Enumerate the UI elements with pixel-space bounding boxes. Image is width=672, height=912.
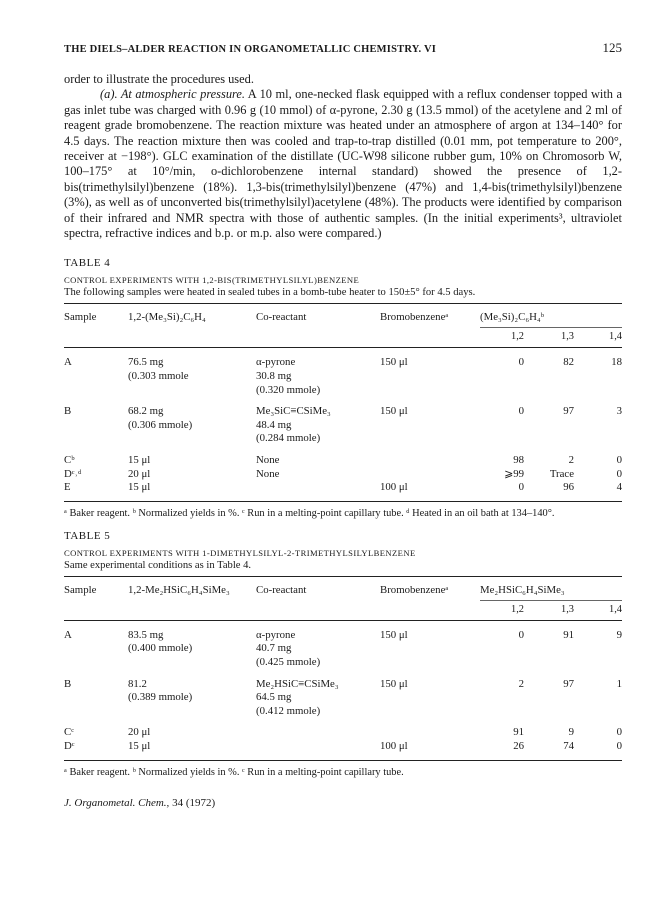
table-4-footnote: ᵃ Baker reagent. ᵇ Normalized yields in %. ᶜ Run in a melting-point capillary tube. ᵈ Heated in an oil bath at 134–140°. [64,507,555,519]
cell-yield-13: 74 [563,739,574,752]
paragraph-atmospheric-pressure [64,87,622,241]
table-4-label: TABLE 4 [64,257,111,270]
table-5-grid [64,576,622,761]
cell-yield-13: Trace [549,467,574,480]
cell-coreactant: α-pyrone 40.7 mg (0.425 mmole) [256,628,321,668]
cell-yield-12: 0 [518,356,524,369]
col-bromobenzene: Bromobenzeneᵃ [380,576,480,600]
cell-yield-14: 3 [616,405,623,418]
cell-amount: 15 μl [128,481,151,494]
cell-yield-12: 91 [513,726,524,739]
cell-yield-13: 9 [568,726,574,739]
cell-yield-14: 4 [616,481,623,494]
table-row [64,670,622,719]
col-compound: 1,2-(Me₃Si)₂C₆H₄ [128,304,256,328]
table-5-title: CONTROL EXPERIMENTS WITH 1-DIMETHYLSILYL-2-TRIMETHYLSILYLBENZENE [64,547,416,558]
cell-sample: A [64,628,72,641]
table-4-note: The following samples were heated in sealed tubes in a bomb-tube heater to 150±5° for 4.5 days. [64,287,476,299]
cell-yield-14: 0 [616,739,622,752]
table-row [64,397,622,446]
table-row [64,718,622,740]
cell-coreactant [256,481,380,501]
col-yield-14: 1,4 [609,331,623,343]
cell-yield-13: 2 [568,454,574,467]
cell-coreactant [256,718,380,740]
table-row [64,446,622,468]
col-yield-12: 1,2 [511,331,524,343]
cell-amount: 15 μl [128,454,151,467]
cell-yield-13: 97 [563,677,574,690]
cell-coreactant: Me₃SiC≡CSiMe₃ 48.4 mg (0.284 mmole) [256,405,331,445]
col-yield-14: 1,4 [609,603,622,615]
cell-coreactant: None [256,467,280,480]
cell-coreactant: None [256,454,280,467]
running-title: THE DIELS–ALDER REACTION IN ORGANOMETALLIC CHEMISTRY. VI [64,44,437,55]
cell-yield-14: 1 [616,677,622,690]
cell-yield-14: 0 [616,726,622,739]
cell-bromobenzene: 100 μl [380,481,408,494]
cell-yield-12: 2 [518,677,524,690]
cell-amount: 15 μl [128,739,151,752]
paragraph-intro: order to illustrate the procedures used. [64,72,254,86]
col-yield: (Me₃Si)₂C₆H₄ᵇ [480,304,622,328]
table-row [64,740,622,760]
cell-amount: 76.5 mg (0.303 mmole [128,356,189,383]
cell-yield-12: 0 [518,405,524,418]
cell-yield-13: 82 [563,356,574,369]
cell-bromobenzene [380,718,480,740]
cell-coreactant: α-pyrone 30.8 mg (0.320 mmole) [256,356,321,396]
cell-yield-14: 9 [616,628,622,641]
col-yield-13: 1,3 [561,331,574,343]
cell-amount: 83.5 mg (0.400 mmole) [128,628,193,655]
paragraph-label: (a). At atmospheric pressure. [100,87,245,102]
cell-yield-13: 96 [563,481,574,494]
cell-sample: B [64,677,72,690]
cell-sample: Dᶜ [64,739,75,752]
cell-yield-12: 0 [518,628,524,641]
running-head [64,40,622,60]
cell-sample: B [64,405,72,418]
cell-amount: 68.2 mg (0.306 mmole) [128,405,193,431]
cell-yield-14: 0 [616,467,623,480]
col-coreactant: Co-reactant [256,576,380,600]
cell-yield-12: ⩾99 [504,467,524,480]
cell-yield-14: 18 [611,356,623,369]
table-5-footnote: ᵃ Baker reagent. ᵇ Normalized yields in %. ᶜ Run in a melting-point capillary tube. [64,766,404,778]
journal-name: J. Organometal. Chem., [64,796,170,809]
table-4 [64,257,622,519]
cell-bromobenzene: 150 μl [380,628,408,641]
cell-coreactant: Me₂HSiC≡CSiMe₃ 64.5 mg (0.412 mmole) [256,677,339,717]
cell-yield-13: 97 [563,405,574,418]
cell-sample: A [64,356,72,369]
cell-bromobenzene [380,468,480,482]
body-text [64,72,622,241]
table-4-grid [64,303,622,501]
cell-bromobenzene: 150 μl [380,405,408,418]
table-row [64,481,622,501]
page-number: 125 [602,40,622,55]
table-row [64,348,622,397]
cell-yield-12: 26 [513,739,524,752]
col-yield-13: 1,3 [561,603,574,615]
table-5-label: TABLE 5 [64,529,111,542]
table-row [64,620,622,669]
cell-bromobenzene: 150 μl [380,677,408,690]
cell-amount: 20 μl [128,467,151,480]
cell-yield-12: 0 [518,481,524,494]
journal-citation [64,797,622,809]
col-bromobenzene: Bromobenzeneᵃ [380,304,480,328]
paragraph-text: A 10 ml, one-necked flask equipped with a reflux condenser topped with a gas inlet tube was charged with 0.96 g (10 mmol) of α-pyrone, 2.30 g (13.5 mmol) of the acetylene and 2 ml of reagent grade bromobenzene. The reaction mixture was heated under an atmosphere of argon at 134–140° for 4.5 days. The reaction mixture then was cooled and trap-to-trap distilled (0.01 mm, pot temperature to 200°, receiver at −198°). GLC examination of the distillate (UC-W98 silicone rubber gum, 10% on Chromosorb W, 100–175° at 10°/min, o-dichlorobenzene internal standard) showed the presence of 1,2-bis(trimethylsilyl)benzene (18%). 1,3-bis(trimethylsilyl)benzene (47%) and 1,4-bis(trimethylsilyl)benzene (3%), as well as of unconverted bis(trimethylsilyl)acetylene (48%). The products were identified by comparison of their infrared and NMR spectra with those of authentic samples. (In the initial experiments³, ultraviolet spectra, refractive indices and b.p. or m.p. also were compared.) [64,87,622,241]
cell-sample: Cᵇ [64,454,75,467]
col-sample: Sample [64,576,128,600]
table-row [64,468,622,482]
col-sample: Sample [64,304,128,328]
cell-coreactant [256,740,380,760]
col-compound: 1,2-Me₂HSiC₆H₄SiMe₃ [128,576,256,600]
cell-sample: Dᶜ˒ᵈ [64,467,82,480]
cell-bromobenzene: 150 μl [380,356,408,369]
col-yield: Me₂HSiC₆H₄SiMe₃ [480,576,622,600]
table-5 [64,530,622,779]
cell-yield-14: 0 [616,454,623,467]
cell-bromobenzene: 100 μl [380,739,408,752]
table-5-note: Same experimental conditions as in Table 4. [64,559,252,571]
journal-page [64,40,622,809]
cell-yield-13: 91 [563,628,574,641]
cell-amount: 81.2 (0.389 mmole) [128,677,193,704]
cell-amount: 20 μl [128,726,151,739]
cell-bromobenzene [380,446,480,468]
col-yield-12: 1,2 [511,603,524,615]
journal-volume: 34 (1972) [169,796,216,809]
table-4-title: CONTROL EXPERIMENTS WITH 1,2-BIS(TRIMETHYLSILYL)BENZENE [64,275,360,286]
cell-sample: E [64,481,71,494]
col-coreactant: Co-reactant [256,304,380,328]
cell-yield-12: 98 [513,454,524,467]
cell-sample: Cᶜ [64,726,74,739]
